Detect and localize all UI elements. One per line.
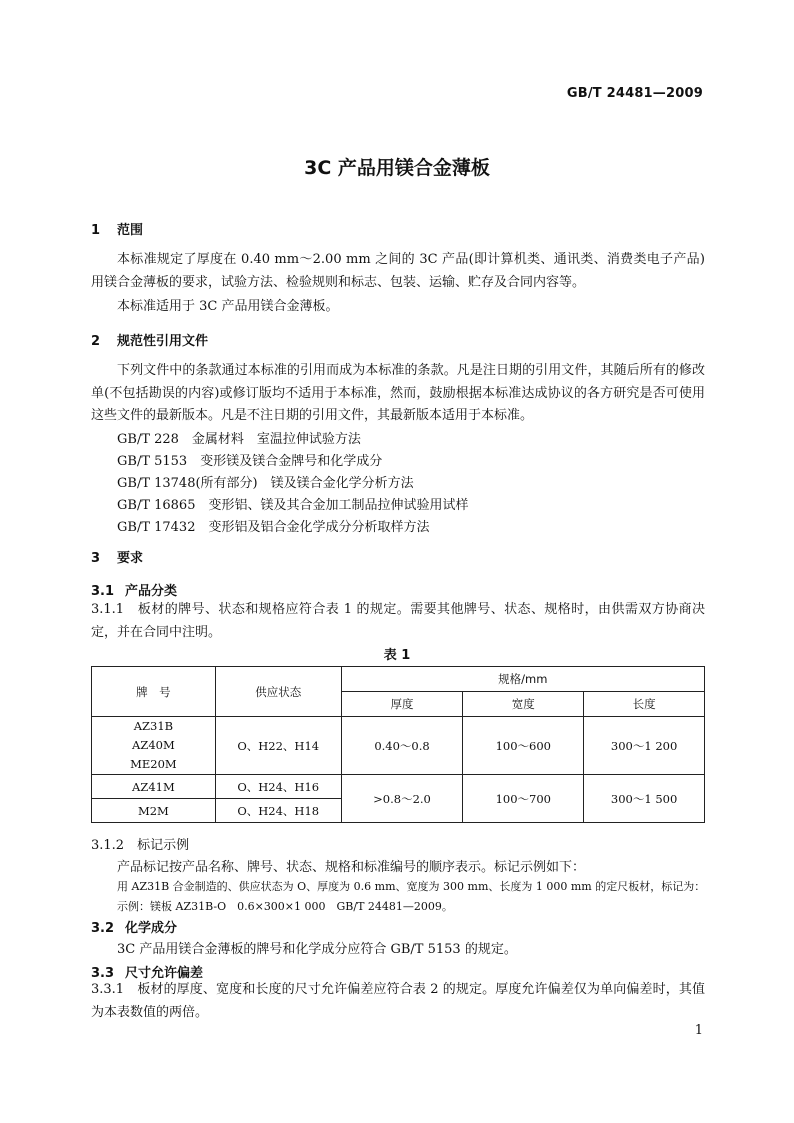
header-thickness: 厚度 (341, 692, 463, 717)
table-1 (91, 666, 705, 823)
clause-number: 3.1.1 (91, 602, 125, 617)
section-1-heading (91, 219, 143, 238)
temper-cell: O、H24、H16 (215, 775, 341, 799)
width-cell: 100～700 (463, 775, 584, 823)
section-title: 要求 (117, 551, 144, 566)
clause-number: 3.1.2 (91, 838, 125, 853)
temper-cell: O、H24、H18 (215, 799, 341, 823)
section-title: 范围 (117, 223, 144, 238)
clause-text: 板材的牌号、状态和规格应符合表 1 的规定。需要其他牌号、状态、规格时，由供需双方协商决定，并在合同中注明。 (91, 602, 705, 640)
grade-value: AZ31B (133, 719, 174, 733)
width-cell: 100～600 (463, 717, 584, 775)
table-row (92, 775, 705, 799)
section-3-heading (91, 547, 143, 566)
grade-cell (92, 717, 216, 775)
page-number: 1 (694, 1023, 703, 1038)
reference-item: GB/T 13748(所有部分) 镁及镁合金化学分析方法 (117, 476, 414, 491)
clause-title: 标记示例 (137, 838, 190, 853)
clause-3-1-2-heading (91, 834, 189, 853)
grade-value: ME20M (130, 757, 177, 771)
scope-paragraph-1: 本标准规定了厚度在 0.40 mm～2.00 mm 之间的 3C 产品(即计算机类、通讯类、消费类电子产品)用镁合金薄板的要求，试验方法、检验规则和标志、包装、运输、贮存及合同内容等。 (91, 252, 705, 290)
references-intro: 下列文件中的条款通过本标准的引用而成为本标准的条款。凡是注日期的引用文件，其随后所有的修改单(不包括勘误的内容)或修订版均不适用于本标准，然而，鼓励根据本标准达成协议的各方研究是否可使用这些文件的最新版本。凡是不注日期的引用文件，其最新版本适用于本标准。 (91, 363, 705, 423)
scope-paragraph-2: 本标准适用于 3C 产品用镁合金薄板。 (117, 299, 339, 314)
marking-description: 产品标记按产品名称、牌号、状态、规格和标准编号的顺序表示。标记示例如下： (117, 860, 586, 875)
table-row (92, 717, 705, 775)
grade-value: AZ40M (132, 738, 175, 752)
subsection-title: 产品分类 (125, 584, 178, 599)
header-temper: 供应状态 (215, 667, 341, 717)
standard-code: GB/T 24481—2009 (566, 86, 703, 101)
section-number: 3 (91, 551, 101, 566)
subsection-number: 3.2 (91, 921, 115, 936)
reference-item: GB/T 5153 变形镁及镁合金牌号和化学成分 (117, 454, 383, 469)
clause-3-1-1 (91, 599, 705, 644)
temper-cell: O、H22、H14 (215, 717, 341, 775)
subsection-number: 3.3 (91, 966, 115, 981)
reference-item: GB/T 228 金属材料 室温拉伸试验方法 (117, 432, 361, 447)
marking-example: 示例：镁板 AZ31B-O 0.6×300×1 000 GB/T 24481—2009。 (117, 900, 453, 913)
clause-3-3-1 (91, 979, 705, 1024)
subsection-title: 化学成分 (125, 921, 178, 936)
length-cell: 300～1 200 (584, 717, 705, 775)
header-spec: 规格/mm (341, 667, 704, 692)
subsection-3-1-heading (91, 580, 177, 599)
thickness-cell: 0.40～0.8 (341, 717, 463, 775)
section-number: 2 (91, 334, 101, 349)
grade-cell: AZ41M (92, 775, 216, 799)
reference-item: GB/T 16865 变形铝、镁及其合金加工制品拉伸试验用试样 (117, 498, 469, 513)
thickness-cell: >0.8～2.0 (341, 775, 463, 823)
table-1-caption: 表 1 (383, 648, 411, 663)
grade-cell: M2M (92, 799, 216, 823)
section-2-heading (91, 330, 208, 349)
reference-item: GB/T 17432 变形铝及铝合金化学成分分析取样方法 (117, 520, 430, 535)
header-length: 长度 (584, 692, 705, 717)
length-cell: 300～1 500 (584, 775, 705, 823)
subsection-number: 3.1 (91, 584, 115, 599)
chemical-composition-text: 3C 产品用镁合金薄板的牌号和化学成分应符合 GB/T 5153 的规定。 (117, 942, 517, 957)
subsection-3-2-heading (91, 917, 177, 936)
marking-example-intro: 用 AZ31B 合金制造的、供应状态为 O、厚度为 0.6 mm、宽度为 300 mm、长度为 1 000 mm 的定尺板材，标记为： (117, 880, 706, 893)
clause-text: 板材的厚度、宽度和长度的尺寸允许偏差应符合表 2 的规定。厚度允许偏差仅为单向偏差时，其值为本表数值的两倍。 (91, 982, 705, 1020)
subsection-title: 尺寸允许偏差 (125, 966, 204, 981)
section-number: 1 (91, 223, 101, 238)
clause-number: 3.3.1 (91, 982, 125, 997)
document-title: 3C 产品用镁合金薄板 (304, 157, 490, 179)
header-width: 宽度 (463, 692, 584, 717)
section-title: 规范性引用文件 (117, 334, 209, 349)
header-grade: 牌 号 (92, 667, 216, 717)
